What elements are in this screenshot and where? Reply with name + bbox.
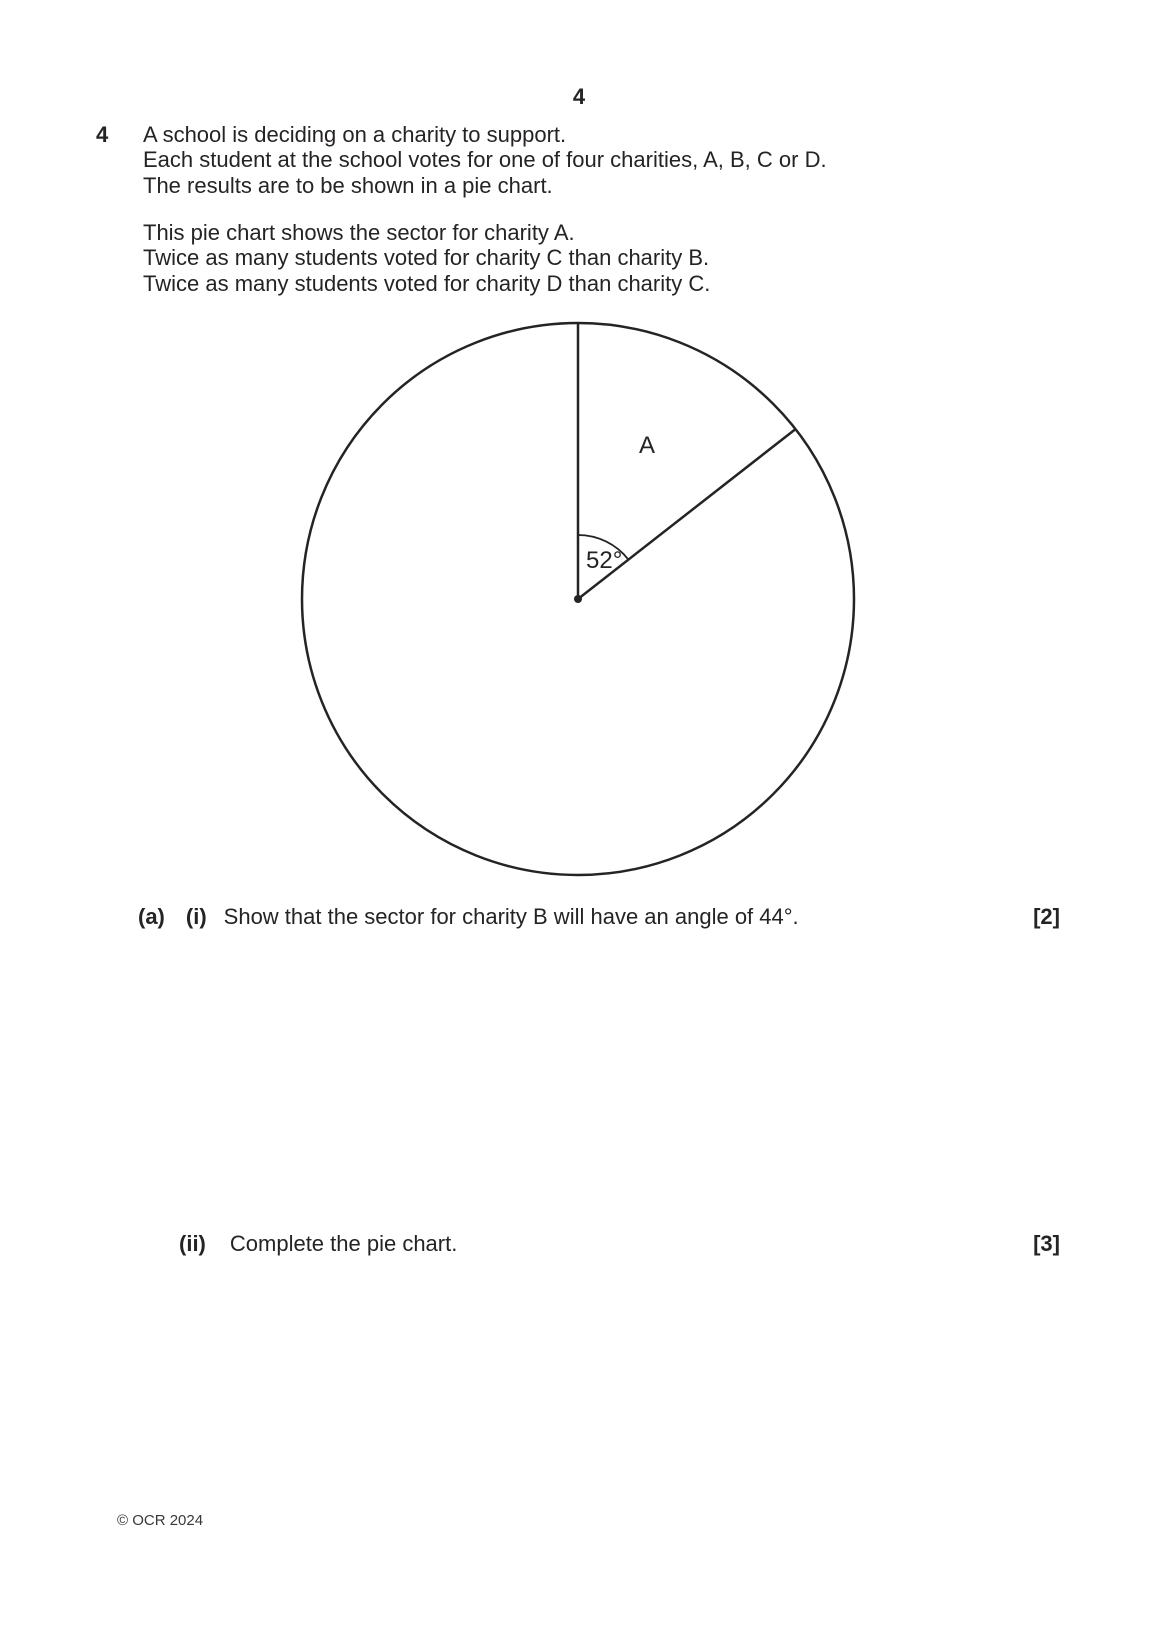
pie-info-line: Twice as many students voted for charity C than charity B. [143, 245, 710, 270]
part-a-label: (a) [138, 904, 165, 929]
pie-info-line: Twice as many students voted for charity D than charity C. [143, 270, 711, 296]
center-dot [574, 595, 582, 603]
pie-info [143, 220, 710, 297]
footer-copyright: © OCR 2024 [117, 1512, 204, 1529]
part-a-ii-text: Complete the pie chart. [229, 1231, 458, 1256]
sector-a-label: A [638, 432, 656, 459]
part-a-i-marks: [2] [1033, 904, 1060, 929]
part-a-ii-marks: [3] [1033, 1231, 1060, 1256]
question-intro-line: A school is deciding on a charity to support. [143, 121, 567, 147]
part-a-i-text: Show that the sector for charity B will have an angle of 44°. [223, 904, 799, 929]
pie-chart [290, 311, 866, 887]
page-number: 4 [572, 84, 586, 109]
part-a-i-row [138, 904, 799, 930]
question-intro-line: The results are to be shown in a pie chart. [143, 172, 553, 198]
pie-info-line: This pie chart shows the sector for charity A. [143, 219, 575, 245]
question-intro [143, 122, 827, 199]
part-a-ii-row [179, 1231, 457, 1257]
angle-label: 52° [586, 547, 623, 574]
question-intro-line: Each student at the school votes for one of four charities, A, B, C or D. [143, 147, 827, 172]
question-number: 4 [96, 121, 109, 147]
part-a-i-label: (i) [185, 904, 207, 929]
part-a-ii-label: (ii) [179, 1231, 206, 1256]
